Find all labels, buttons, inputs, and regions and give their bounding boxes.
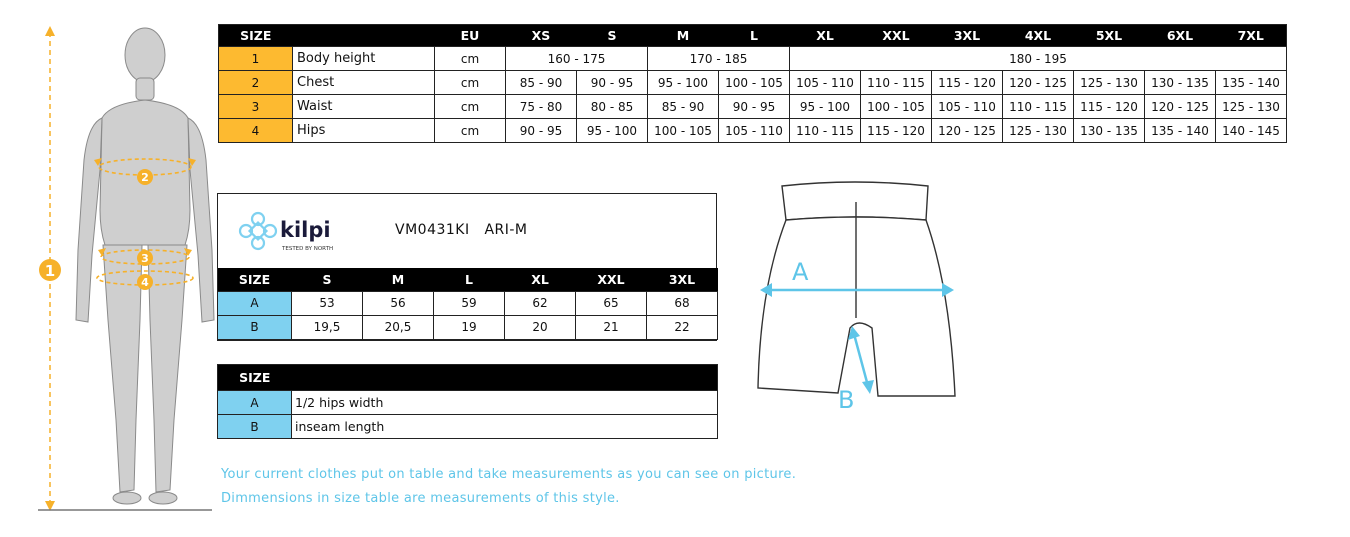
size-header-row xyxy=(219,25,1287,47)
table-cell: 85 - 90 xyxy=(648,95,719,119)
table-cell: 90 - 95 xyxy=(577,71,648,95)
table-cell: 135 - 140 xyxy=(1216,71,1287,95)
product-header xyxy=(218,194,716,268)
table-cell: 53 xyxy=(292,291,363,315)
table-cell: 140 - 145 xyxy=(1216,119,1287,143)
table-cell: 95 - 100 xyxy=(790,95,861,119)
instruction-note: Your current clothes put on table and take measurements as you can see on picture. xyxy=(221,467,797,482)
table-cell: 21 xyxy=(576,315,647,339)
row-number: 1 xyxy=(219,47,293,71)
body-height-row xyxy=(219,47,1287,71)
table-cell: 95 - 100 xyxy=(648,71,719,95)
table-cell: 105 - 110 xyxy=(932,95,1003,119)
table-cell: 19 xyxy=(434,315,505,339)
size-header-label: SIZE xyxy=(219,25,293,47)
table-cell: 75 - 80 xyxy=(506,95,577,119)
header-spacer xyxy=(576,365,647,391)
table-cell: 125 - 130 xyxy=(1074,71,1145,95)
product-size-box xyxy=(217,193,717,341)
size-header-cell: M xyxy=(648,25,719,47)
table-cell: 85 - 90 xyxy=(506,71,577,95)
dimension-note: Dimmensions in size table are measurements of this style. xyxy=(221,491,620,506)
size-header-cell: 6XL xyxy=(1145,25,1216,47)
table-cell: 125 - 130 xyxy=(1003,119,1074,143)
size-header-cell: 3XL xyxy=(647,268,718,291)
table-cell: 170 - 185 xyxy=(648,47,790,71)
row-letter: A xyxy=(218,291,292,315)
header-spacer xyxy=(292,365,434,391)
table-cell: 160 - 175 xyxy=(506,47,648,71)
table-cell: 110 - 115 xyxy=(1003,95,1074,119)
row-number: 4 xyxy=(219,119,293,143)
diagram-label-a: A xyxy=(792,258,809,286)
body-measurement-figure xyxy=(30,20,220,520)
legend-description: inseam length xyxy=(292,415,718,439)
table-cell: 20,5 xyxy=(363,315,434,339)
table-cell: 90 - 95 xyxy=(506,119,577,143)
size-header-cell: M xyxy=(363,268,434,291)
height-marker-label: 1 xyxy=(44,262,56,280)
table-cell: 135 - 140 xyxy=(1145,119,1216,143)
eu-header-label: EU xyxy=(435,25,506,47)
product-header-row xyxy=(218,268,718,291)
table-cell: 120 - 125 xyxy=(1145,95,1216,119)
table-cell: 62 xyxy=(505,291,576,315)
kilpi-logo xyxy=(236,209,346,257)
size-header-cell: 4XL xyxy=(1003,25,1074,47)
size-header-cell: XXL xyxy=(576,268,647,291)
hips-marker-label: 4 xyxy=(141,276,149,289)
size-header-cell: L xyxy=(434,268,505,291)
table-cell: 125 - 130 xyxy=(1216,95,1287,119)
table-cell: 95 - 100 xyxy=(577,119,648,143)
size-header-cell: S xyxy=(577,25,648,47)
hips-row xyxy=(219,119,1287,143)
row-unit: cm xyxy=(435,71,506,95)
row-unit: cm xyxy=(435,119,506,143)
table-cell: 110 - 115 xyxy=(790,119,861,143)
size-header-cell: L xyxy=(719,25,790,47)
row-number: 2 xyxy=(219,71,293,95)
product-code: VM0431KI ARI-M xyxy=(395,222,528,238)
chest-row xyxy=(219,71,1287,95)
table-cell: 130 - 135 xyxy=(1074,119,1145,143)
chest-marker-label: 2 xyxy=(141,171,149,184)
table-cell: 22 xyxy=(647,315,718,339)
header-spacer xyxy=(434,365,505,391)
table-cell: 59 xyxy=(434,291,505,315)
measure-b-row xyxy=(218,315,718,339)
table-cell: 105 - 110 xyxy=(719,119,790,143)
table-cell: 120 - 125 xyxy=(1003,71,1074,95)
header-spacer xyxy=(505,365,576,391)
table-cell: 100 - 105 xyxy=(648,119,719,143)
table-cell: 180 - 195 xyxy=(790,47,1287,71)
size-header-cell: 3XL xyxy=(932,25,1003,47)
table-cell: 68 xyxy=(647,291,718,315)
table-cell: 130 - 135 xyxy=(1145,71,1216,95)
row-letter: B xyxy=(218,415,292,439)
legend-header-row xyxy=(218,365,718,391)
brand-tagline: TESTED BY NORTH xyxy=(282,246,334,252)
table-cell: 100 - 105 xyxy=(861,95,932,119)
waist-marker-label: 3 xyxy=(141,252,149,265)
row-unit: cm xyxy=(435,95,506,119)
table-cell: 105 - 110 xyxy=(790,71,861,95)
diagram-label-b: B xyxy=(838,386,855,414)
size-header-label: SIZE xyxy=(218,268,292,291)
header-spacer xyxy=(647,365,718,391)
size-header-cell: XL xyxy=(505,268,576,291)
kilpi-knot-icon xyxy=(240,213,276,249)
table-cell: 115 - 120 xyxy=(1074,95,1145,119)
size-header-cell: XL xyxy=(790,25,861,47)
body-size-table xyxy=(218,24,1287,143)
table-cell: 120 - 125 xyxy=(932,119,1003,143)
row-unit: cm xyxy=(435,47,506,71)
row-name: Waist xyxy=(293,95,435,119)
legend-a-row xyxy=(218,391,718,415)
measurement-legend-table xyxy=(217,364,718,439)
row-number: 3 xyxy=(219,95,293,119)
table-cell: 110 - 115 xyxy=(861,71,932,95)
size-header-cell: XXL xyxy=(861,25,932,47)
measure-a-row xyxy=(218,291,718,315)
row-name: Body height xyxy=(293,47,435,71)
size-header-label: SIZE xyxy=(218,365,292,391)
size-header-cell: 7XL xyxy=(1216,25,1287,47)
table-cell: 56 xyxy=(363,291,434,315)
shorts-measurement-diagram xyxy=(750,178,970,418)
brand-name: kilpi xyxy=(280,218,331,242)
table-cell: 90 - 95 xyxy=(719,95,790,119)
header-spacer xyxy=(293,25,435,47)
table-cell: 80 - 85 xyxy=(577,95,648,119)
table-cell: 20 xyxy=(505,315,576,339)
product-size-table xyxy=(217,268,718,340)
table-cell: 115 - 120 xyxy=(932,71,1003,95)
legend-b-row xyxy=(218,415,718,439)
row-letter: A xyxy=(218,391,292,415)
row-letter: B xyxy=(218,315,292,339)
size-header-cell: XS xyxy=(506,25,577,47)
size-header-cell: 5XL xyxy=(1074,25,1145,47)
table-cell: 115 - 120 xyxy=(861,119,932,143)
waist-row xyxy=(219,95,1287,119)
table-cell: 65 xyxy=(576,291,647,315)
table-cell: 100 - 105 xyxy=(719,71,790,95)
row-name: Hips xyxy=(293,119,435,143)
size-header-cell: S xyxy=(292,268,363,291)
row-name: Chest xyxy=(293,71,435,95)
table-cell: 19,5 xyxy=(292,315,363,339)
legend-description: 1/2 hips width xyxy=(292,391,718,415)
